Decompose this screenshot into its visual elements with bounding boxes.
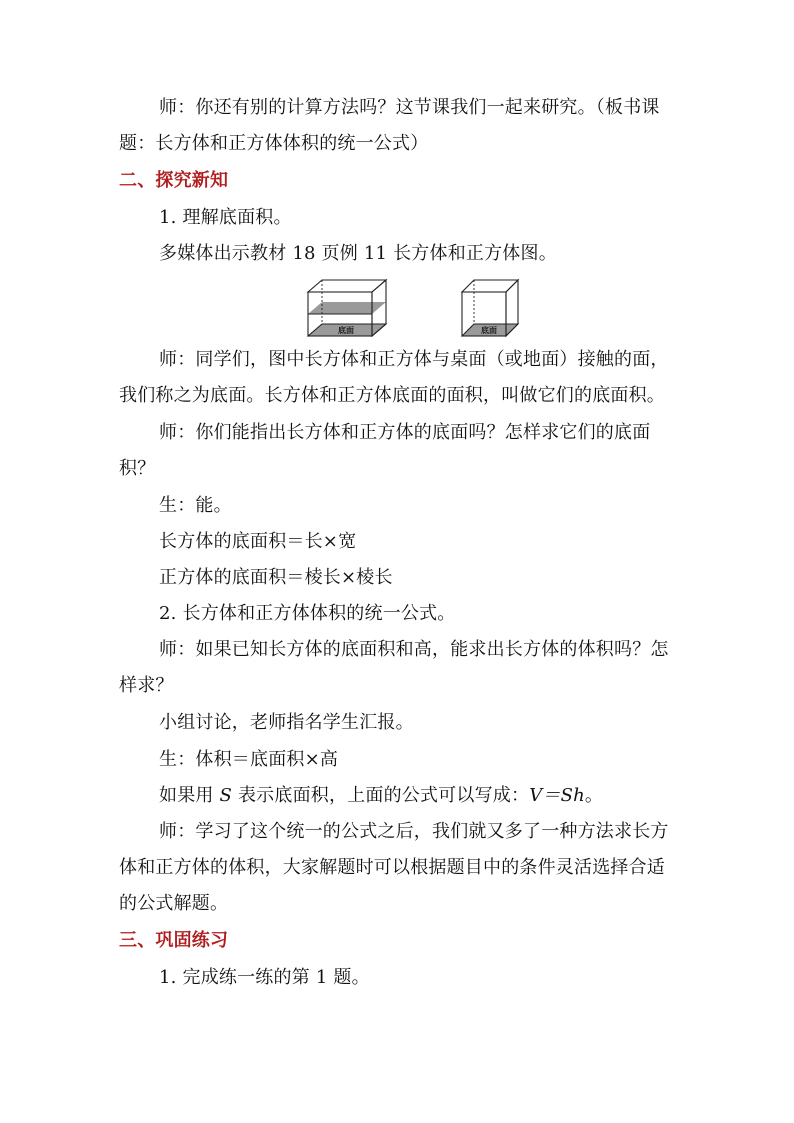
paragraph-line: 的公式解题。 [119, 893, 229, 914]
paragraph-line: 师：学习了这个统一的公式之后，我们就又多了一种方法求长方 [159, 821, 669, 842]
paragraph-line: 小组讨论，老师指名学生汇报。 [159, 712, 414, 733]
cube-diagram [462, 280, 518, 336]
subsection-title: 2. 长方体和正方体体积的统一公式。 [159, 603, 456, 624]
text-fragment: 表示底面积，上面的公式可以写成： [232, 785, 530, 806]
paragraph-line: 多媒体出示教材 18 页例 11 长方体和正方体图。 [159, 243, 557, 264]
cuboid-diagram [308, 280, 386, 336]
cuboid-cube-figure [300, 272, 530, 342]
volume-formula: V＝Sh [529, 785, 585, 806]
formula-sentence [159, 786, 603, 806]
formula-line: 长方体的底面积＝长×宽 [159, 531, 357, 552]
paragraph-line: 体和正方体的体积，大家解题时可以根据题目中的条件灵活选择合适 [119, 857, 665, 878]
paragraph-line: 师：同学们，图中长方体和正方体与桌面（或地面）接触的面， [159, 349, 669, 370]
paragraph-line: 题：长方体和正方体体积的统一公式） [119, 133, 429, 154]
subsection-title: 1. 理解底面积。 [159, 207, 292, 228]
paragraph-line: 师：你还有别的计算方法吗？这节课我们一起来研究。（板书课 [159, 97, 660, 118]
formula-line: 正方体的底面积＝棱长×棱长 [159, 567, 393, 588]
paragraph-line: 生：能。 [159, 495, 232, 516]
section-heading: 三、巩固练习 [119, 930, 229, 951]
paragraph-line: 师：如果已知长方体的底面积和高，能求出长方体的体积吗？怎 [159, 639, 669, 660]
subsection-title: 1. 完成练一练的第 1 题。 [159, 967, 370, 988]
formula-line: 生：体积＝底面积×高 [159, 749, 339, 770]
text-fragment: 如果用 [159, 785, 220, 806]
paragraph-line: 积？ [119, 458, 156, 479]
cube-base-label: 底面 [481, 326, 497, 335]
paragraph-line: 样求？ [119, 675, 174, 696]
symbol-s: S [219, 785, 233, 806]
section-heading: 二、探究新知 [119, 170, 229, 191]
text-fragment: 。 [584, 785, 604, 806]
paragraph-line: 师：你们能指出长方体和正方体的底面吗？怎样求它们的底面 [159, 422, 651, 443]
cuboid-base-label: 底面 [338, 326, 354, 335]
paragraph-line: 我们称之为底面。长方体和正方体底面的面积，叫做它们的底面积。 [119, 385, 665, 406]
